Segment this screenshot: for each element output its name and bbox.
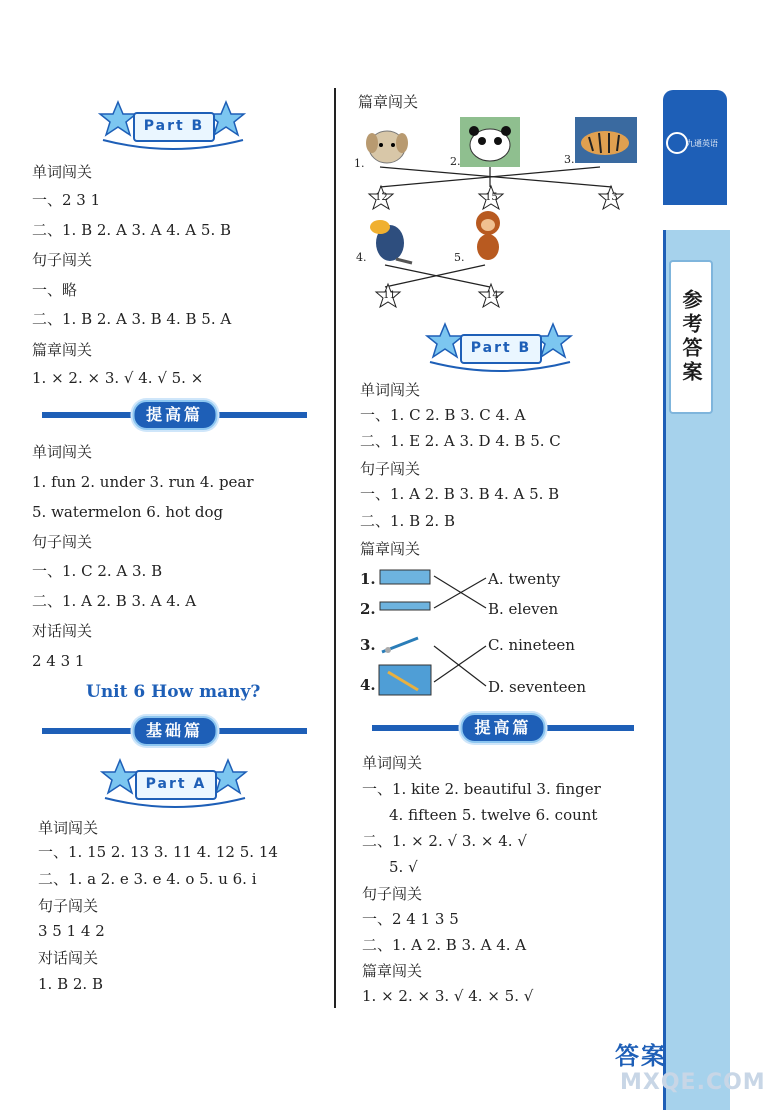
section-title: 句子闯关 [38,897,99,915]
answer-line: 一、略 [32,281,78,299]
section-title: 单词闯关 [38,819,99,837]
number-matching [358,562,628,702]
match-item: 2. [360,600,376,618]
match-number: 4. [356,251,367,264]
answer-line: 一、1. C 2. B 3. C 4. A [360,406,526,424]
tigao-banner-right [372,713,634,743]
part-b-label: Part B [460,334,542,364]
section-title: 篇章闯关 [360,540,421,558]
match-number: 5. [454,251,465,264]
match-number: 2. [450,155,461,168]
jichu-label: 基础篇 [132,716,217,746]
answer-line: 一、1. kite 2. beautiful 3. finger [362,780,601,798]
section-title: 句子闯关 [360,460,421,478]
match-number: 1. [354,157,365,170]
answer-line: 二、1. a 2. e 3. e 4. o 5. u 6. i [38,870,257,888]
answer-line: 二、1. A 2. B 3. A 4. A [32,592,197,610]
section-title: 句子闯关 [32,251,93,269]
section-title: 对话闯关 [32,622,93,640]
section-title: 对话闯关 [38,949,99,967]
tigao-label: 提高篇 [132,400,217,430]
answer-line: 二、1. B 2. B [360,512,455,530]
answer-line: 二、1. B 2. A 3. B 4. B 5. A [32,310,232,328]
tigao-label: 提高篇 [460,713,545,743]
answer-line: 二、1. B 2. A 3. A 4. A 5. B [32,221,232,239]
match-option: D. seventeen [488,678,587,696]
part-b-badge-left [98,100,248,154]
section-title: 篇章闯关 [358,93,419,111]
monkey-icon [468,209,508,261]
answer-line: 一、1. C 2. A 3. B [32,562,163,580]
section-title: 单词闯关 [32,163,93,181]
jichu-banner [42,716,307,746]
unit-title: Unit 6 How many? [86,682,261,702]
section-title: 单词闯关 [360,381,421,399]
star-number: 12 [375,192,388,203]
answer-line: 一、2 3 1 [32,191,101,209]
part-b-badge-right [425,322,575,376]
column-divider [334,88,336,1008]
answer-line: 一、1. 15 2. 13 3. 11 4. 12 5. 14 [38,843,278,861]
match-number: 3. [564,153,575,166]
answer-line: 二、1. E 2. A 3. D 4. B 5. C [360,432,561,450]
section-title: 篇章闯关 [362,962,423,980]
match-item: 1. [360,570,376,588]
answer-line: 一、2 4 1 3 5 [362,910,459,928]
answer-line: 5. watermelon 6. hot dog [32,503,224,521]
match-item: 3. [360,636,376,654]
answer-line: 二、1. A 2. B 3. A 4. A [362,936,527,954]
sidebar-header [663,90,727,205]
answer-line: 3 5 1 4 2 [38,922,105,940]
match-item: 4. [360,676,376,694]
answer-line: 一、1. A 2. B 3. B 4. A 5. B [360,485,560,503]
section-title: 句子闯关 [362,885,423,903]
answer-line: 二、1. × 2. √ 3. × 4. √ [362,832,527,850]
section-title: 句子闯关 [32,533,93,551]
part-a-badge [100,758,250,812]
sidebar-tab-label: 参考答案 [669,260,713,414]
answer-line: 5. √ [389,858,418,876]
answer-line: 1. × 2. × 3. √ 4. √ 5. × [32,369,204,387]
bird-icon [366,213,418,267]
answer-line: 1. × 2. × 3. √ 4. × 5. √ [362,987,534,1005]
tigao-banner-left [42,400,307,430]
answer-line: 1. B 2. B [38,975,103,993]
star-number: 15 [485,192,498,203]
part-a-label: Part A [135,770,217,800]
section-title: 篇章闯关 [32,341,93,359]
star-number: 14 [486,290,499,301]
match-option: A. twenty [488,570,561,588]
star-number: 13 [605,192,618,203]
answer-line: 4. fifteen 5. twelve 6. count [389,806,598,824]
answer-sidebar [655,90,730,1100]
stamp-text: 答案 [615,1042,667,1070]
star-number: 11 [383,290,396,301]
watermark: MXQE.COM [620,1070,766,1095]
answer-line: 1. fun 2. under 3. run 4. pear [32,473,254,491]
section-title: 单词闯关 [362,754,423,772]
answer-line: 2 4 3 1 [32,652,85,670]
match-option: B. eleven [488,600,559,618]
match-option: C. nineteen [488,636,575,654]
section-title: 单词闯关 [32,443,93,461]
animal-matching [350,115,640,315]
part-b-label: Part B [133,112,215,142]
logo-text: 九通英语 [686,139,718,148]
